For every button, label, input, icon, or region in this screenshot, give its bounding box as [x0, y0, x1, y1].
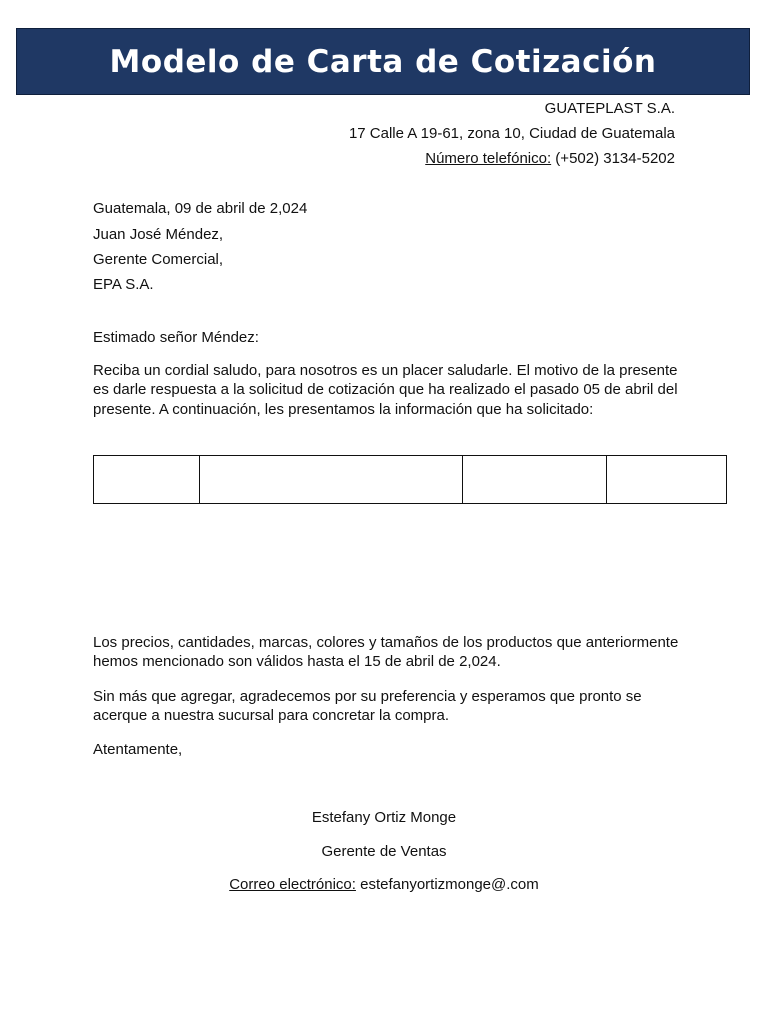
validity-paragraph: Los precios, cantidades, marcas, colores y tamaños de los productos que anteriormente hemos mencionado son válidos hasta el 15 de abril de 2,024. [93, 634, 679, 671]
recipient-name: Juan José Méndez, [93, 226, 224, 243]
greeting: Estimado señor Méndez: [93, 329, 259, 346]
quote-table [93, 455, 727, 504]
table-row [94, 456, 727, 504]
recipient-company: EPA S.A. [93, 276, 154, 293]
title-banner [16, 28, 750, 95]
table-cell [94, 456, 200, 504]
date-line: Guatemala, 09 de abril de 2,024 [93, 200, 308, 217]
sender-company: GUATEPLAST S.A. [544, 100, 675, 117]
table-cell [463, 456, 606, 504]
document-title: Modelo de Carta de Cotización [109, 43, 657, 80]
recipient-position: Gerente Comercial, [93, 251, 224, 268]
intro-paragraph: Reciba un cordial saludo, para nosotros es un placer saludarle. El motivo de la presente es darle respuesta a la solicitud de cotización que ha realizado el pasado 05 de abril del presente. A continuación, les presentamos la información que ha solicitado: [93, 362, 678, 418]
signature-name: Estefany Ortiz Monge [311, 809, 457, 826]
table-cell [200, 456, 463, 504]
sender-address: 17 Calle A 19-61, zona 10, Ciudad de Guatemala [348, 125, 675, 142]
signature-title: Gerente de Ventas [321, 843, 447, 860]
sender-phone [425, 149, 675, 168]
email-label: Correo electrónico: [229, 876, 356, 893]
table-cell [606, 456, 726, 504]
phone-value: (+502) 3134-5202 [551, 150, 675, 167]
email-value: estefanyortizmonge@.com [355, 876, 539, 893]
phone-label: Número telefónico: [425, 150, 552, 167]
closing-paragraph: Sin más que agregar, agradecemos por su preferencia y esperamos que pronto se acerque a nuestra sucursal para concretar la compra. [93, 688, 642, 725]
signature-email [0, 875, 768, 894]
closing-phrase: Atentamente, [93, 741, 183, 758]
